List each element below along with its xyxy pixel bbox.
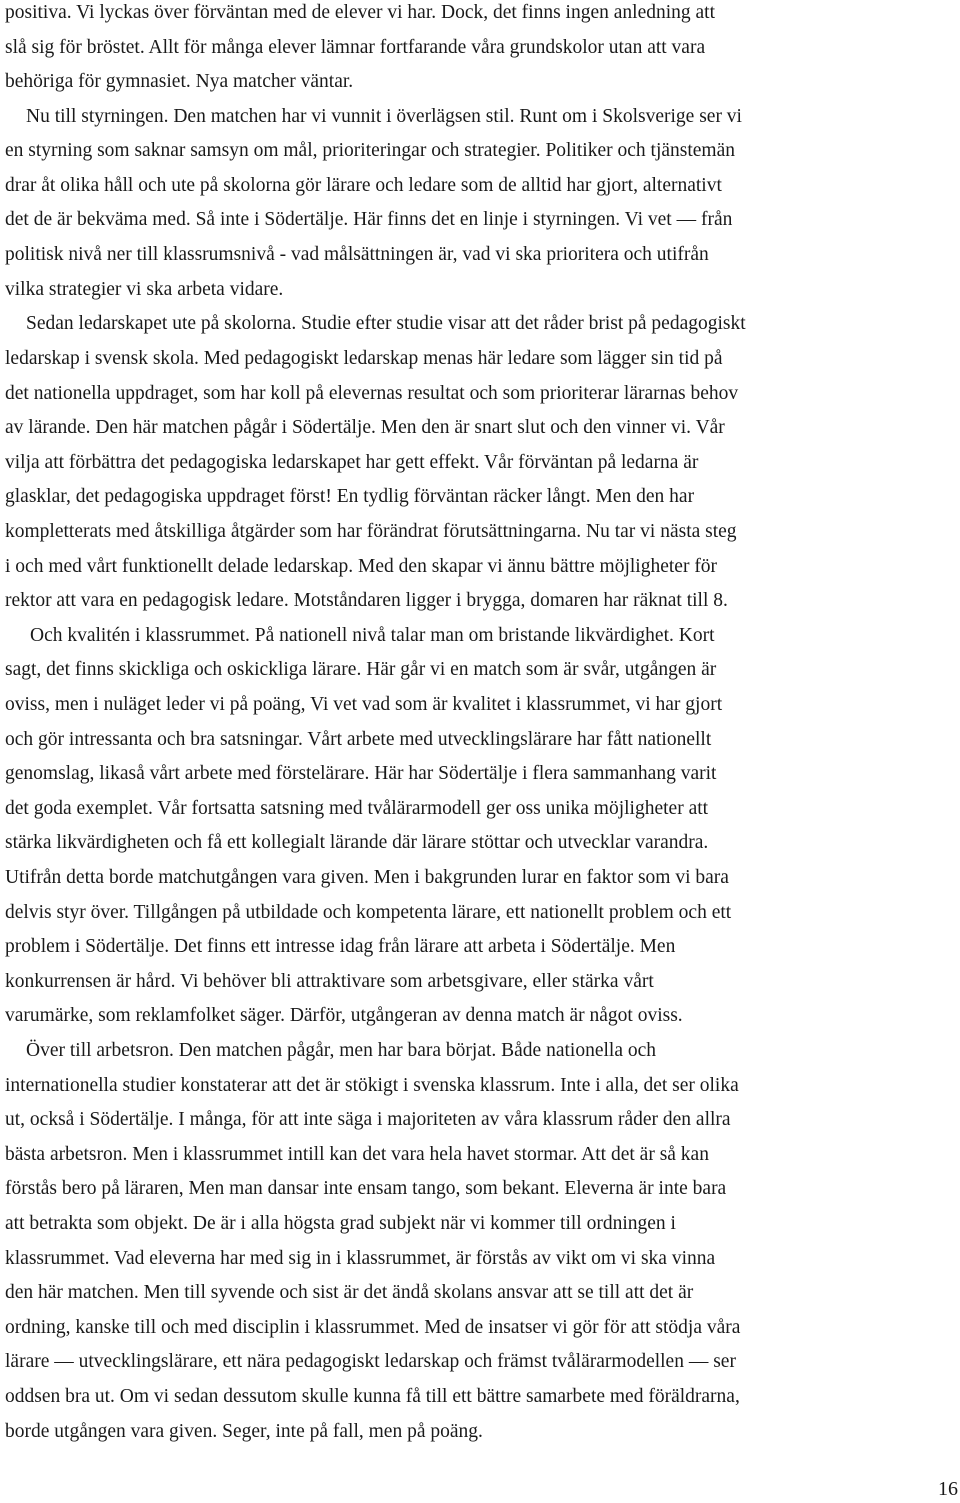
text-line: delvis styr över. Tillgången på utbildade och kompetenta lärare, ett nationellt problem och ett: [5, 902, 732, 923]
text-line: det de är bekväma med. Så inte i Södertälje. Här finns det en linje i styrningen. Vi vet — från: [5, 209, 733, 230]
text-line: Utifrån detta borde matchutgången vara given. Men i bakgrunden lurar en faktor som vi bara: [5, 867, 729, 888]
text-line: sagt, det finns skickliga och oskickliga lärare. Här går vi en match som är svår, utgången är: [5, 659, 717, 680]
text-line: det goda exemplet. Vår fortsatta satsning med tvålärarmodell ger oss unika möjligheter att: [5, 798, 709, 819]
text-line: av lärande. Den här matchen pågår i Södertälje. Men den är snart slut och den vinner vi. Vår: [5, 417, 725, 438]
page-number: 16: [938, 1478, 958, 1500]
text-line: stärka likvärdigheten och få ett kollegialt lärande där lärare stöttar och utvecklar varandra.: [5, 832, 709, 853]
text-line: behöriga för gymnasiet. Nya matcher väntar.: [5, 71, 354, 92]
text-line: rektor att vara en pedagogisk ledare. Motståndaren ligger i brygga, domaren har räknat till 8.: [5, 590, 728, 611]
text-line: bästa arbetsron. Men i klassrummet intill kan det vara hela havet stormar. Att det är så kan: [5, 1144, 709, 1165]
text-line: internationella studier konstaterar att det är stökigt i svenska klassrum. Inte i alla, det ser olika: [5, 1075, 739, 1096]
text-line: och gör intressanta och bra satsningar. Vårt arbete med utvecklingslärare har fått nationellt: [5, 729, 712, 750]
text-line: genomslag, likaså vårt arbete med förstelärare. Här har Södertälje i flera sammanhang varit: [5, 763, 717, 784]
text-line: Nu till styrningen. Den matchen har vi vunnit i överlägsen stil. Runt om i Skolsverige ser vi: [26, 106, 742, 127]
text-line: Och kvalitén i klassrummet. På nationell nivå talar man om bristande likvärdighet. Kort: [30, 625, 715, 646]
text-line: den här matchen. Men till syvende och sist är det ändå skolans ansvar att se till att det är: [5, 1282, 694, 1303]
text-line: det nationella uppdraget, som har koll på elevernas resultat och som prioriterar lärarnas behov: [5, 383, 739, 404]
text-line: en styrning som saknar samsyn om mål, prioriteringar och strategier. Politiker och tjänstemän: [5, 140, 736, 161]
text-line: ut, också i Södertälje. I många, för att inte säga i majoriteten av våra klassrum råder den allra: [5, 1109, 731, 1130]
text-line: drar åt olika håll och ute på skolorna gör lärare och ledare som de alltid har gjort, alternativt: [5, 175, 722, 196]
text-line: förstås bero på läraren, Men man dansar inte ensam tango, som bekant. Eleverna är inte bara: [5, 1178, 727, 1199]
text-line: lärare — utvecklingslärare, ett nära pedagogiskt ledarskap och främst tvålärarmodellen — ser: [5, 1351, 736, 1372]
text-line: kompletterats med åtskilliga åtgärder som har förändrat förutsättningarna. Nu tar vi nästa steg: [5, 521, 737, 542]
text-line: oviss, men i nuläget leder vi på poäng, Vi vet vad som är kvalitet i klassrummet, vi har gjort: [5, 694, 723, 715]
text-line: glasklar, det pedagogiska uppdraget först! En tydlig förväntan räcker långt. Men den har: [5, 486, 695, 507]
text-line: slå sig för bröstet. Allt för många elever lämnar fortfarande våra grundskolor utan att vara: [5, 37, 706, 58]
text-line: ledarskap i svensk skola. Med pedagogiskt ledarskap menas här ledare som lägger sin tid på: [5, 348, 723, 369]
text-line: varumärke, som reklamfolket säger. Därför, utgångeran av denna match är något oviss.: [5, 1005, 683, 1026]
text-line: politisk nivå ner till klassrumsnivå - vad målsättningen är, vad vi ska prioritera och utifrån: [5, 244, 709, 265]
text-line: problem i Södertälje. Det finns ett intresse idag från lärare att arbeta i Södertälje. Men: [5, 936, 676, 957]
text-line: Sedan ledarskapet ute på skolorna. Studie efter studie visar att det råder brist på pedagogiskt: [26, 313, 746, 334]
text-line: borde utgången vara given. Seger, inte på fall, men på poäng.: [5, 1421, 483, 1442]
text-line: oddsen bra ut. Om vi sedan dessutom skulle kunna få till ett bättre samarbete med föräldrarna,: [5, 1386, 740, 1407]
text-line: klassrummet. Vad eleverna har med sig in i klassrummet, är förstås av vikt om vi ska vinna: [5, 1248, 716, 1269]
text-line: att betrakta som objekt. De är i alla högsta grad subjekt när vi kommer till ordningen i: [5, 1213, 676, 1234]
text-line: Över till arbetsron. Den matchen pågår, men har bara börjat. Både nationella och: [26, 1040, 657, 1061]
text-line: vilka strategier vi ska arbeta vidare.: [5, 279, 284, 300]
text-line: vilja att förbättra det pedagogiska ledarskapet har gett effekt. Vår förväntan på ledarna är: [5, 452, 699, 473]
text-line: i och med vårt funktionellt delade ledarskap. Med den skapar vi ännu bättre möjligheter för: [5, 556, 718, 577]
text-line: konkurrensen är hård. Vi behöver bli attraktivare som arbetsgivare, eller stärka vårt: [5, 971, 654, 992]
text-line: ordning, kanske till och med disciplin i klassrummet. Med de insatser vi gör för att stödja våra: [5, 1317, 741, 1338]
text-line: positiva. Vi lyckas över förväntan med de elever vi har. Dock, det finns ingen anledning att: [5, 2, 716, 23]
